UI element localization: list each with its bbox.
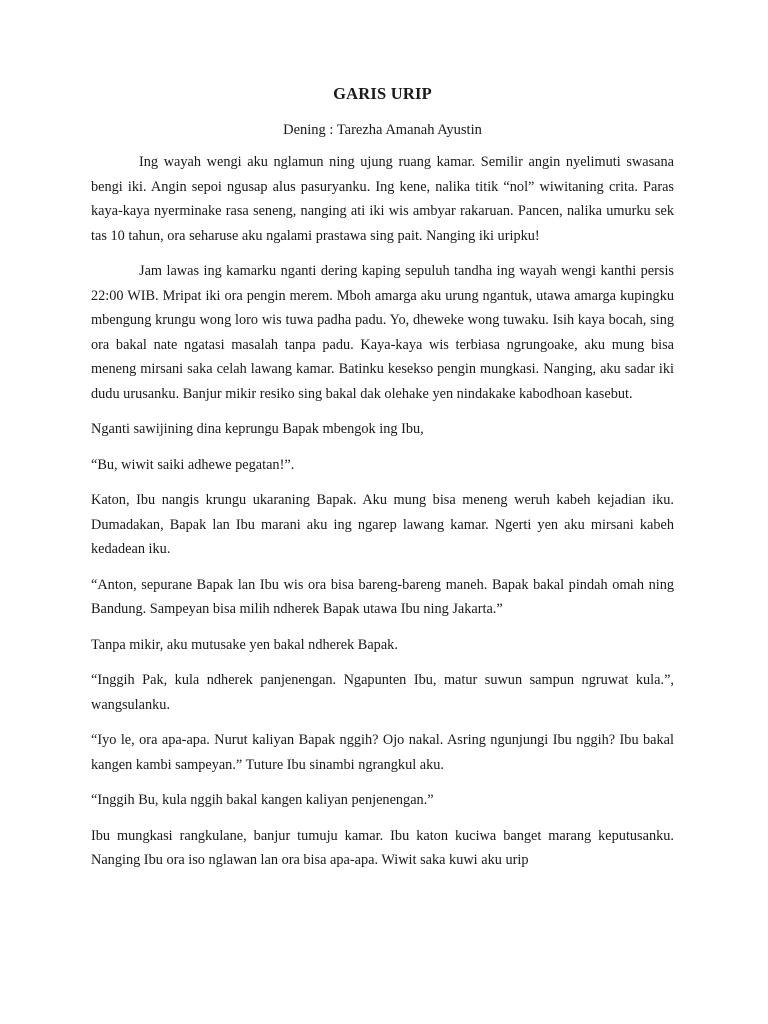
paragraph: Katon, Ibu nangis krungu ukaraning Bapak. Aku mung bisa meneng weruh kabeh kejadian iku. Dumadakan, Bapak lan Ibu marani aku ing ngarep lawang kamar. Ngerti yen aku mirsani kabeh kedadean iku. [91,492,674,557]
dialogue-paragraph: “Iyo le, ora apa-apa. Nurut kaliyan Bapak nggih? Ojo nakal. Asring ngunjungi Ibu nggih? Ibu bakal kangen kambi sampeyan.” Tuture Ibu sinambi ngrangkul aku. [91,732,674,773]
dialogue-paragraph: “Bu, wiwit saiki adhewe pegatan!”. [91,456,295,473]
dialogue-paragraph: “Anton, sepurane Bapak lan Ibu wis ora bisa bareng-bareng maneh. Bapak bakal pindah omah ning Bandung. Sampeyan bisa milih ndherek Bapak utawa Ibu ning Jakarta.” [91,576,674,617]
paragraph: Ibu mungkasi rangkulane, banjur tumuju kamar. Ibu katon kuciwa banget marang keputusanku. Nanging Ibu ora iso nglawan lan ora bisa apa-apa. Wiwit saka kuwi aku urip [91,827,674,868]
document-title: GARIS URIP [333,84,432,103]
document-page [91,84,674,884]
author-line: Dening : Tarezha Amanah Ayustin [283,122,482,138]
paragraph: Nganti sawijining dina keprungu Bapak mbengok ing Ibu, [91,421,424,437]
dialogue-paragraph: “Inggih Bu, kula nggih bakal kangen kaliyan penjenengan.” [91,792,434,808]
paragraph: Ing wayah wengi aku nglamun ning ujung ruang kamar. Semilir angin nyelimuti swasana bengi iki. Angin sepoi ngusap alus pasuryanku. Ing kene, nalika titik “nol” wiwitaning crita. Paras kaya-kaya nyerminake rasa seneng, nanging ati iki wis ambyar rakaruan. Pancen, nalika umurku sek tas 10 tahun, ora seharuse aku ngalami prastawa sing pait. Nanging iki uripku! [91,154,674,244]
story-body [91,150,674,873]
paragraph: Tanpa mikir, aku mutusake yen bakal ndherek Bapak. [91,636,398,653]
dialogue-paragraph: “Inggih Pak, kula ndherek panjenengan. Ngapunten Ibu, matur suwun sampun ngruwat kula.”, wangsulanku. [91,672,674,713]
paragraph: Jam lawas ing kamarku nganti dering kaping sepuluh tandha ing wayah wengi kanthi persis 22:00 WIB. Mripat iki ora pengin merem. Mboh amarga aku urung ngantuk, utawa amarga kupingku mbengung krungu wong loro wis tuwa padha padu. Yo, dheweke wong tuwaku. Isih kaya bocah, sing ora bakal nate ngatasi masalah tanpa padu. Kaya-kaya wis terbiasa ngrungoake, aku mung bisa meneng mirsani saka celah lawang kamar. Batinku kesekso pengin mungkasi. Nanging, aku sadar iki dudu urusanku. Banjur mikir resiko sing bakal dak olehake yen nindakake kabodhoan kasebut. [91,263,674,402]
